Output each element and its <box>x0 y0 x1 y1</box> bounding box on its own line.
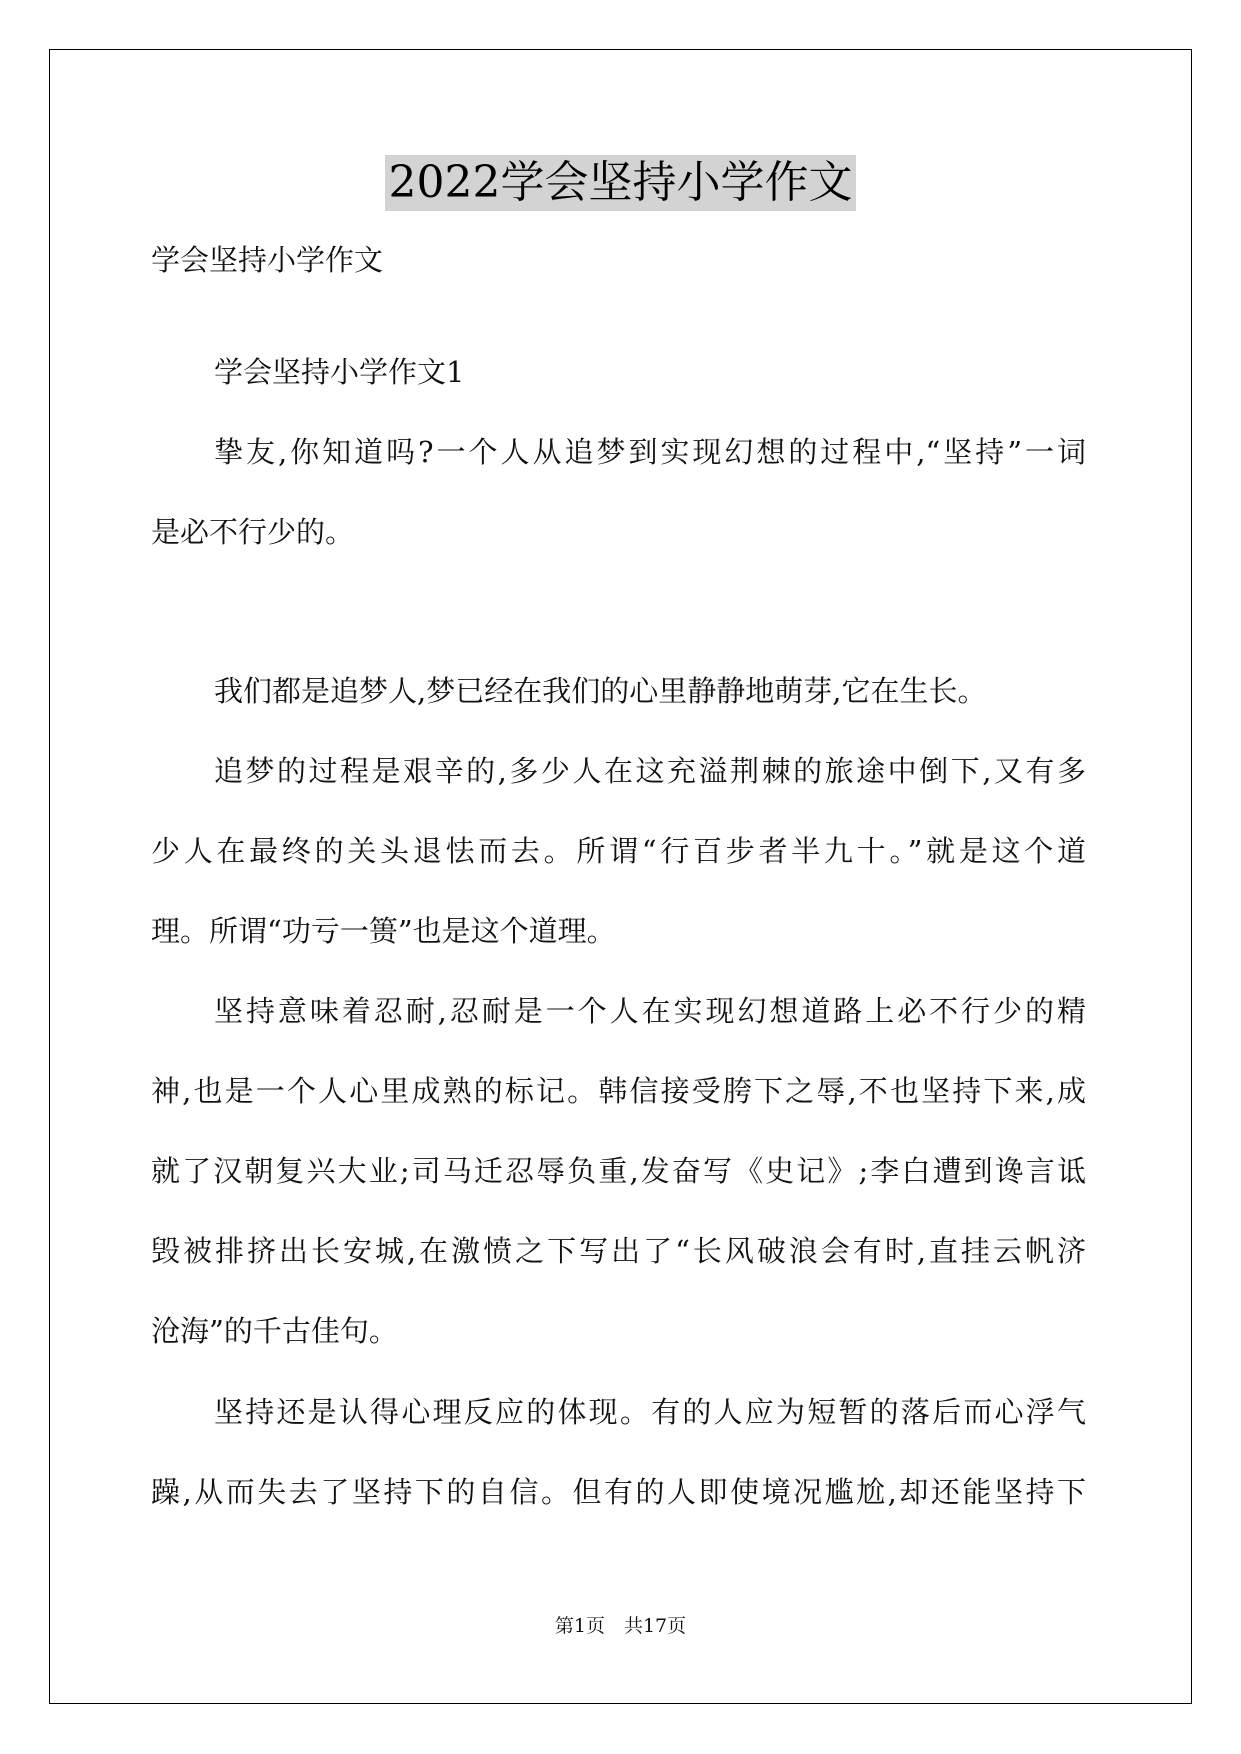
paragraph-line: 神,也是一个人心里成熟的标记。韩信接受胯下之辱,不也坚持下来,成 <box>151 1074 1086 1108</box>
section-heading: 学会坚持小学作文1 <box>214 355 465 389</box>
page-number-footer: 第1页 共17页 <box>554 1615 687 1637</box>
page-border <box>49 49 1192 1704</box>
paragraph-line: 躁,从而失去了坚持下的自信。但有的人即使境况尴尬,却还能坚持下 <box>151 1475 1086 1509</box>
paragraph-line: 追梦的过程是艰辛的,多少人在这充溢荆棘的旅途中倒下,又有多 <box>214 754 1086 788</box>
paragraph-line: 挚友,你知道吗?一个人从追梦到实现幻想的过程中,“坚持”一词 <box>214 435 1086 469</box>
paragraph-line: 少人在最终的关头退怯而去。所谓“行百步者半九十。”就是这个道 <box>151 834 1086 868</box>
paragraph-line: 是必不行少的。 <box>151 515 355 549</box>
document-title: 2022学会坚持小学作文 <box>385 155 857 211</box>
paragraph-line: 坚持还是认得心理反应的体现。有的人应为短暂的落后而心浮气 <box>214 1395 1086 1429</box>
paragraph-line: 沧海”的千古佳句。 <box>151 1314 398 1348</box>
paragraph-line: 理。所谓“功亏一篑”也是这个道理。 <box>151 914 616 948</box>
title-container <box>0 155 1241 211</box>
paragraph-line: 坚持意味着忍耐,忍耐是一个人在实现幻想道路上必不行少的精 <box>214 994 1086 1028</box>
subtitle-line: 学会坚持小学作文 <box>151 243 384 277</box>
paragraph-line: 我们都是追梦人,梦已经在我们的心里静静地萌芽,它在生长。 <box>214 674 987 708</box>
paragraph-line: 就了汉朝复兴大业;司马迁忍辱负重,发奋写《史记》;李白遭到谗言诋 <box>151 1154 1086 1188</box>
paragraph-line: 毁被排挤出长安城,在激愤之下写出了“长风破浪会有时,直挂云帆济 <box>151 1234 1086 1268</box>
